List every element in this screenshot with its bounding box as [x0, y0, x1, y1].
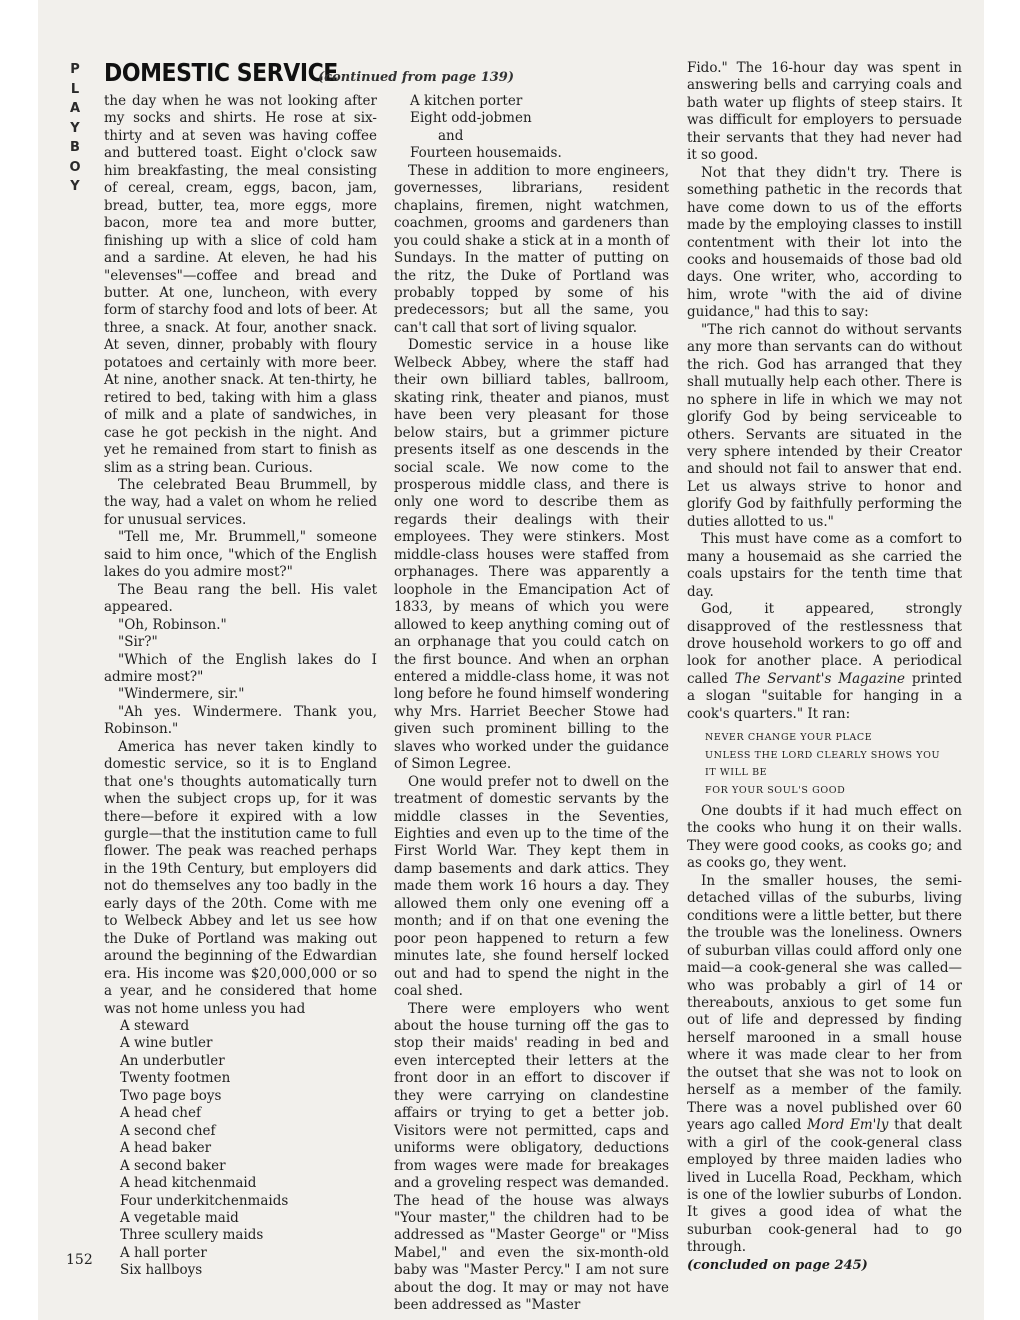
slogan-line: UNLESS THE LORD CLEARLY SHOWS YOU	[705, 749, 941, 761]
paragraph	[687, 873, 962, 1257]
list-item: An underbutler	[120, 1052, 225, 1069]
paragraph	[687, 601, 962, 723]
spine-letter: P	[70, 62, 80, 77]
list-item: A head chef	[120, 1105, 201, 1122]
paragraph-text: that dealt with a girl of the cook-general class employed by three maiden ladies who lived in Lucella Road, Peckham, which is one of the lowlier suburbs of London. It gives a good idea of what the suburban cook-general had to go through.	[687, 1117, 962, 1256]
column-3	[687, 60, 962, 1274]
list-item: A hall porter	[120, 1244, 207, 1261]
spine-letter: O	[69, 159, 81, 175]
paragraph: One doubts if it had much effect on the cooks who hung it on their walls. They were good cooks, as cooks go; and as cooks go, they went.	[687, 803, 962, 872]
staff-list	[104, 1018, 377, 1280]
list-item: Six hallboys	[120, 1262, 203, 1279]
magazine-title: The Servant's Magazine	[734, 670, 905, 687]
list-item: Four underkitchenmaids	[120, 1192, 289, 1209]
list-item: Fourteen housemaids.	[410, 145, 562, 162]
paragraph-text: printed a slogan "suitable for hanging in a cook's quarters." It ran:	[687, 670, 962, 722]
spine-letter: Y	[70, 179, 80, 194]
staff-list-continued	[394, 93, 669, 163]
list-item: A head baker	[120, 1140, 212, 1157]
concluded-note: (concluded on page 245)	[687, 1257, 868, 1273]
list-item: Twenty footmen	[120, 1070, 231, 1087]
list-item: A second baker	[120, 1157, 226, 1174]
novel-title: Mord Em'ly	[807, 1117, 889, 1134]
list-item: A vegetable maid	[120, 1210, 239, 1226]
article-heading	[104, 58, 524, 94]
column-2	[394, 93, 669, 1315]
list-item: A kitchen porter	[410, 93, 523, 109]
paragraph: the day when he was not looking after my socks and shirts. He rose at six-thirty and at seven was having coffee and buttered toast. Eight o'clock saw him breakfasting, the meal consisting of cereal, cream, eggs, bacon, jam, bread, butter, tea, more eggs, more bacon, more tea and more butter, finishing up with a slice of cold ham and a sardine. At eleven, he had his "elevenses"—coffee and bread and butter. At one, luncheon, with every form of starchy food and lots of beer. At three, a snack. At four, another snack. At seven, dinner, probably with floury potatoes and certainly with more beer. At nine, another snack. At ten-thirty, he retired to bed, taking with him a glass of milk and a plate of sandwiches, in case he got peckish in the night. And yet he remained from start to finish as slim as a string bean. Curious.	[104, 93, 377, 476]
paragraph: "Ah yes. Windermere. Thank you, Robinson."	[104, 703, 377, 738]
magazine-spine-label	[66, 60, 84, 197]
paragraph: This must have come as a comfort to many a housemaid as she carried the coals upstairs for the tenth time that day.	[687, 531, 962, 600]
paragraph: "Oh, Robinson."	[118, 616, 227, 633]
paragraph: There were employers who went about the house turning off the gas to stop their maids' reading in bed and even intercepted their letters at the front door in an effort to discover if they were carrying on clandestine affairs or trying to get a better job. Visitors were not permitted, caps and uniforms were obligatory, deductions from wages were made for breakages and a groveling respect was demanded. The head of the house was always "Your master," the children had to be addressed as "Master George" or "Miss Mabel," and even the six-month-old baby was "Master Percy." I am not sure about the dog. It may or may not have been addressed as "Master	[394, 1000, 669, 1314]
paragraph: The Beau rang the bell. His valet appeared.	[104, 581, 377, 616]
paragraph: America has never taken kindly to domestic service, so it is to England that one's thoughts automatically turn when the subject crops up, for it was there—before it expired with a low gurgle—that the institution came to full flower. The peak was reached perhaps in the 19th Century, but employers did not do themselves any too badly in the early days of the 20th. Come with me to Welbeck Abbey and let us see how the Duke of Portland was making out around the beginning of the Edwardian era. His income was $20,000,000 or so a year, and he considered that home was not home unless you had	[104, 738, 377, 1017]
list-item: A second chef	[120, 1122, 216, 1139]
slogan-line: IT WILL BE	[705, 767, 768, 779]
list-item: and	[438, 127, 464, 144]
quote-paragraph: "The rich cannot do without servants any more than servants can do without the rich. God has arranged that they shall mutually help each other. There is no sphere in life in which we may not glorify God by being serviceable to others. Servants are situated in the very sphere intended by their Creator and should not fail to answer that end. Let us always strive to honor and glorify God by faithfully performing the duties allotted to us."	[687, 321, 962, 530]
list-item: A steward	[120, 1018, 190, 1035]
paragraph: "Sir?"	[118, 634, 158, 651]
paragraph: One would prefer not to dwell on the treatment of domestic servants by the middle classes in the Seventies, Eighties and even up to the time of the First World War. They kept them in damp basements and dark attics. They made them work 16 hours a day. They allowed them only one evening off a month; and if on that one evening the poor peon happened to return a few minutes late, she found herself locked out and had to spend the night in the coal shed.	[394, 773, 669, 1000]
slogan-line: NEVER CHANGE YOUR PLACE	[705, 732, 873, 744]
paragraph: Fido." The 16-hour day was spent in answering bells and carrying coals and bath water up flights of steep stairs. It was difficult for employers to persuade their servants that they had never had it so good.	[687, 60, 962, 164]
paragraph: "Windermere, sir."	[118, 686, 245, 703]
continued-note: (continued from page 139)	[318, 70, 515, 85]
list-item: Three scullery maids	[120, 1227, 264, 1244]
spine-letter: Y	[70, 120, 80, 136]
paragraph: The celebrated Beau Brummell, by the way, had a valet on whom he relied for unusual services.	[104, 476, 377, 528]
article-title: DOMESTIC SERVICE	[104, 58, 338, 87]
paragraph: "Tell me, Mr. Brummell," someone said to him once, "which of the English lakes do you admire most?"	[104, 529, 377, 581]
spine-letter: L	[70, 81, 80, 97]
slogan-line: FOR YOUR SOUL'S GOOD	[705, 784, 846, 796]
list-item: Eight odd-jobmen	[410, 110, 532, 127]
paragraph: Not that they didn't try. There is something pathetic in the records that have come down to us of the efforts made by the employing classes to instill contentment with their lot into the cooks and housemaids of those bad old days. One writer, who, according to him, wrote "with the aid of divine guidance," had this to say:	[687, 164, 962, 321]
slogan-block	[705, 729, 962, 799]
list-item: A wine butler	[120, 1035, 213, 1052]
paragraph: "Which of the English lakes do I admire most?"	[104, 651, 377, 685]
spine-letter: B	[70, 140, 80, 155]
paragraph: These in addition to more engineers, governesses, librarians, resident chaplains, firemen, night watchmen, coachmen, grooms and gardeners than you could shake a stick at in a month of Sundays. In the matter of putting on the ritz, the Duke of Portland was probably topped by some of his predecessors; but all the same, you can't call that sort of living squalor.	[394, 162, 669, 336]
spine-letter: A	[69, 101, 81, 116]
list-item: A head kitchenmaid	[120, 1175, 257, 1192]
page-number: 152	[66, 1252, 93, 1268]
paragraph-text: In the smaller houses, the semi-detached villas of the suburbs, living conditions were a little better, but there the trouble was the loneliness. Owners of suburban villas could afford only one maid—a cook-general she was called—who was probably a girl of 14 or thereabouts, anxious to get some fun out of life and depressed by finding herself marooned in a small house where it was made clear to her from the outset that she was not to look on herself as a member of the family. There was a novel published over 60 years ago called	[687, 872, 962, 1134]
column-1	[104, 93, 377, 1280]
list-item: Two page boys	[120, 1087, 222, 1104]
paragraph: Domestic service in a house like Welbeck Abbey, where the staff had their own billiard tables, ballroom, skating rink, theater and pianos, must have been very pleasant for those below stairs, but a grimmer picture presents itself as one descends in the social scale. We now come to the prosperous middle class, and there is only one word to describe them as regards their dealings with their employees. They were stinkers. Most middle-class houses were staffed from orphanages. There was apparently a loophole in the Emancipation Act of 1833, by means of which you were allowed to keep anything coming out of an orphanage that you could catch on the first bounce. And when an orphan entered a middle-class home, it was not long before he found himself wondering why Mrs. Harriet Beecher Stowe had given such prominent billing to the slaves who worked under the guidance of Simon Legree.	[394, 337, 669, 773]
paragraph-text: God, it appeared, strongly disapproved of the restlessness that drove household workers to go off and look for another place. A periodical called	[687, 601, 962, 687]
